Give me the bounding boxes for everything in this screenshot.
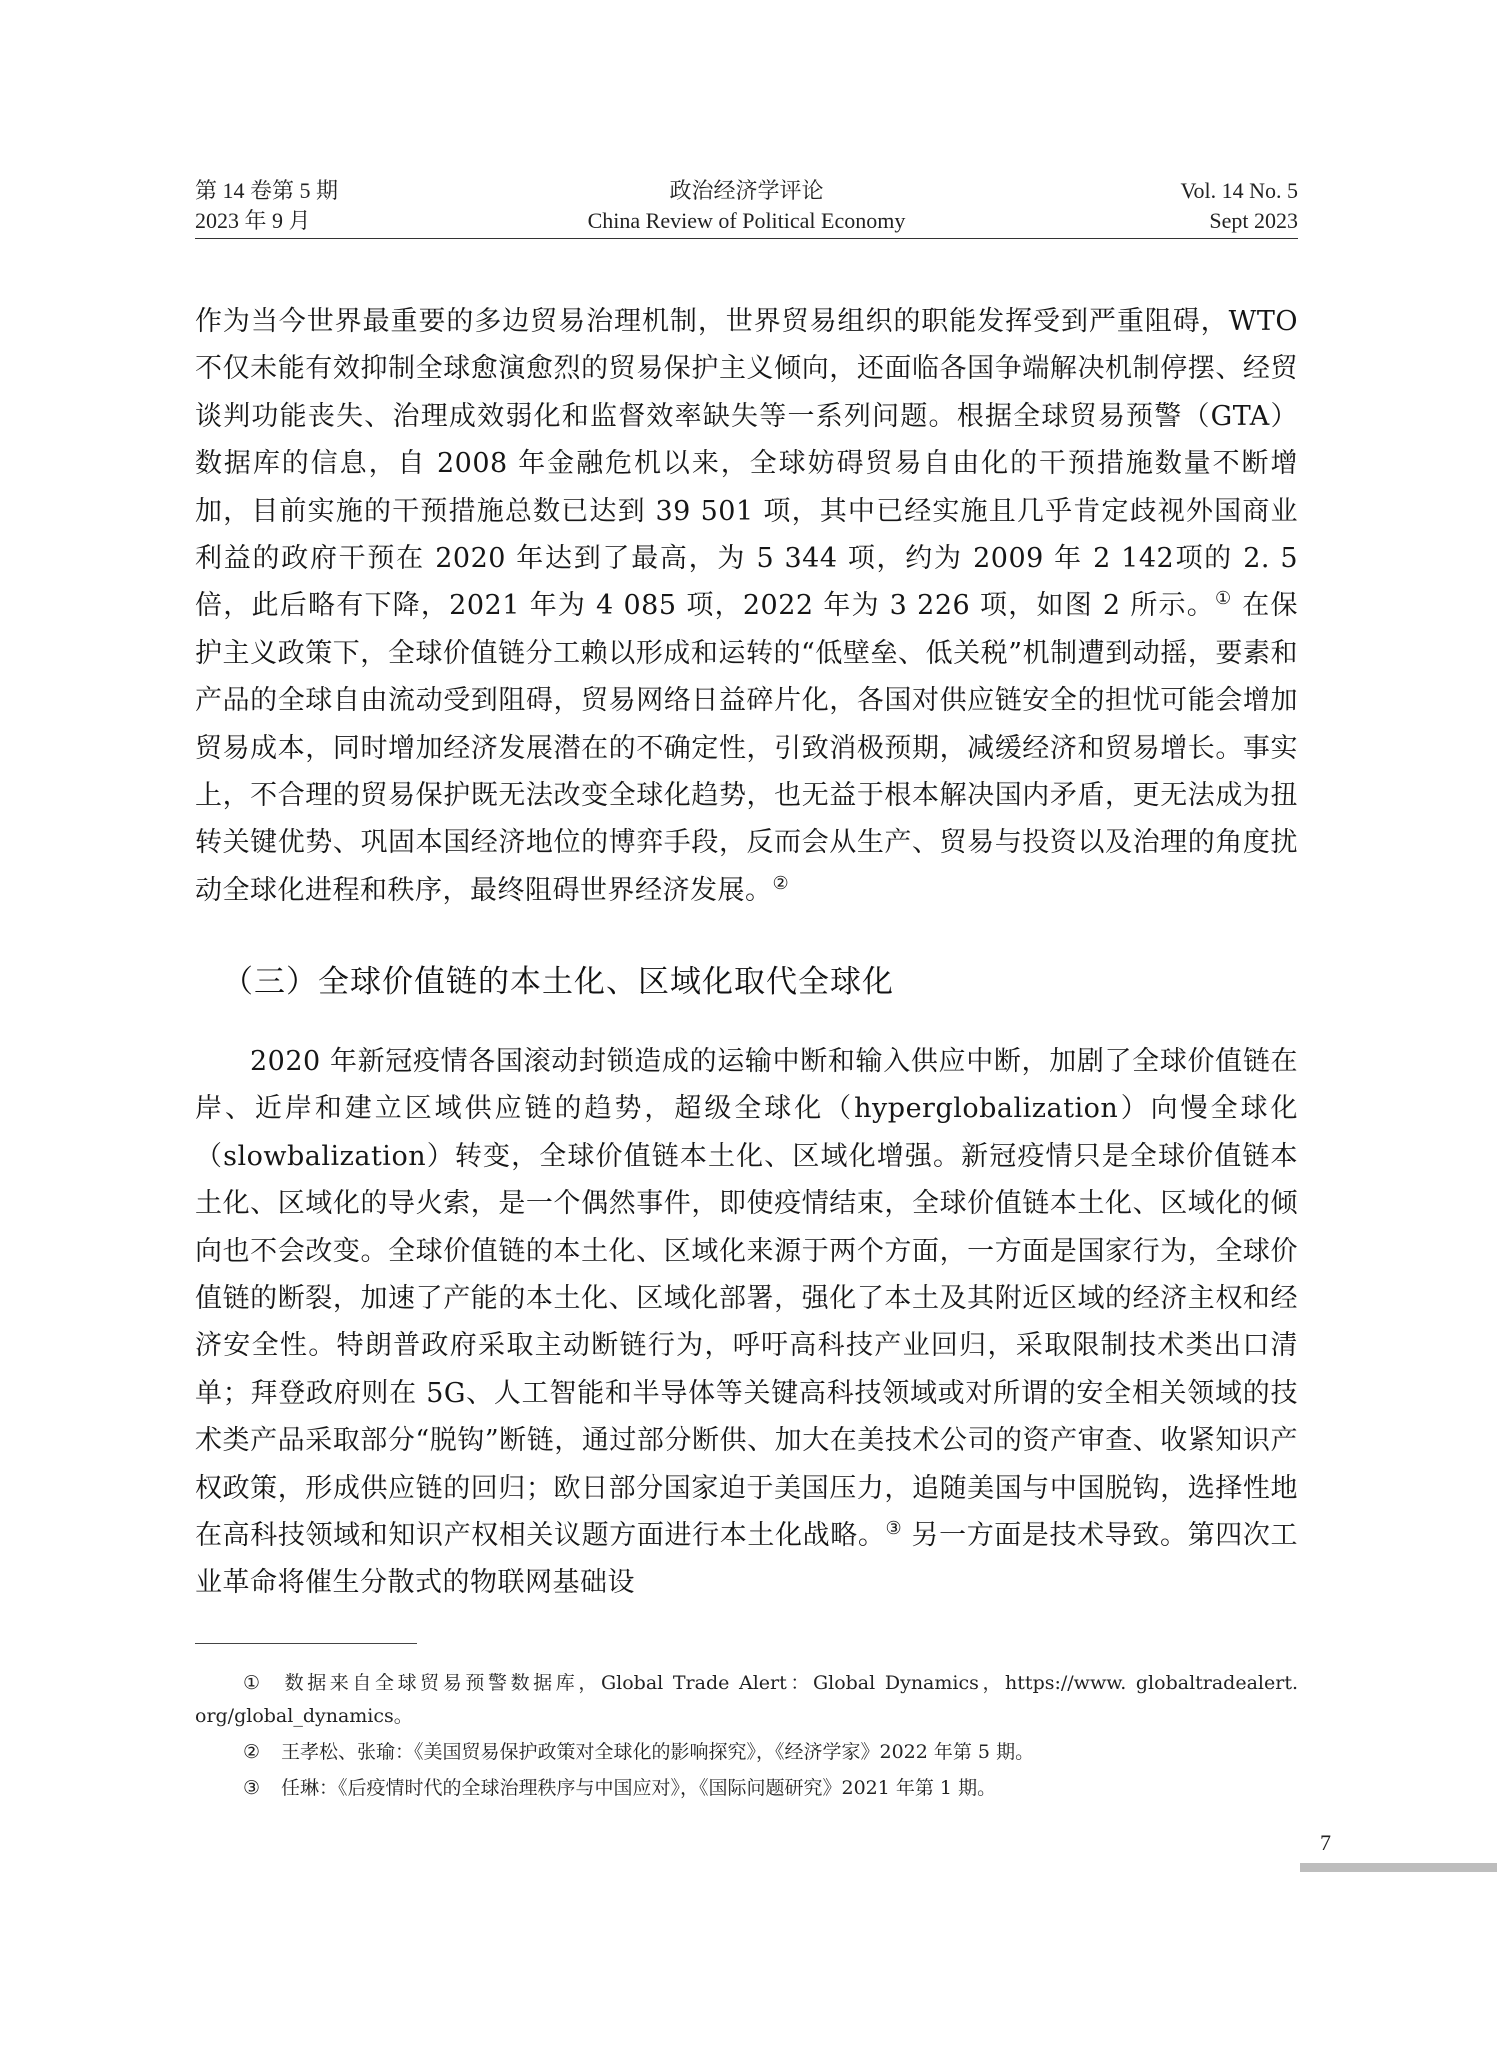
- header-volume-info-en: [1180, 176, 1298, 236]
- paragraph-text: 另一方面是技术导致。第四次工业革命将催生分散式的物联网基础设: [195, 1520, 1298, 1599]
- paragraph-text: 在保护主义政策下，全球价值链分工赖以形成和运转的“低壁垒、低关税”机制遭到动摇，要素和产品的全球自由流动受到阻碍，贸易网络日益碎片化，各国对供应链安全的担忧可能会增加贸易成本，同时增加经济发展潜在的不确定性，引致消极预期，减缓经济和贸易增长。事实上，不合理的贸易保护既无法改变全球化趋势，也无益于根本解决国内矛盾，更无法成为扭转关键优势、巩固本国经济地位的博弈手段，反而会从生产、贸易与投资以及治理的角度扰动全球化进程和秩序，最终阻碍世界经济发展。: [195, 590, 1299, 906]
- header-date-en: Sept 2023: [1209, 208, 1298, 233]
- running-header: [195, 176, 1298, 246]
- paragraph-text: 作为当今世界最重要的多边贸易治理机制，世界贸易组织的职能发挥受到严重阻碍，WTO 不仅未能有效抑制全球愈演愈烈的贸易保护主义倾向，还面临各国争端解决机制停摆、经贸谈判功能丧失、治理成效弱化和监督效率缺失等一系列问题。根据全球贸易预警（GTA）数据库的信息，自 2008 年金融危机以来，全球妨碍贸易自由化的干预措施数量不断增加，目前实施的干预措施总数已达到 39 501 项，其中已经实施且几乎肯定歧视外国商业利益的政府干预在 2020 年达到了最高，为 5 344 项，约为 2009 年 2 142项的 2. 5 倍，此后略有下降，2021 年为 4 085 项，2022 年为 3 226 项，如图 2 所示。: [195, 306, 1298, 622]
- body-paragraph-2: [195, 1038, 1298, 1607]
- footnote-item: [195, 1772, 1298, 1805]
- journal-title-en: China Review of Political Economy: [587, 208, 906, 233]
- footnote-mark: ②: [243, 1741, 261, 1763]
- body-paragraph-1: [195, 298, 1298, 914]
- footnote-rule: [195, 1643, 417, 1644]
- journal-title-cn: 政治经济学评论: [669, 178, 824, 203]
- footnote-ref-2[interactable]: ②: [772, 872, 790, 894]
- footnote-mark: ①: [243, 1672, 261, 1694]
- footnote-ref-3[interactable]: ③: [885, 1518, 903, 1540]
- header-rule: [195, 238, 1298, 239]
- header-vol-no: Vol. 14 No. 5: [1180, 178, 1298, 203]
- page-number-bar: [1300, 1863, 1497, 1872]
- paragraph-text: 2020 年新冠疫情各国滚动封锁造成的运输中断和输入供应中断，加剧了全球价值链在岸、近岸和建立区域供应链的趋势，超级全球化（hyperglobalization）向慢全球化（slowbalization）转变，全球价值链本土化、区域化增强。新冠疫情只是全球价值链本土化、区域化的导火索，是一个偶然事件，即使疫情结束，全球价值链本土化、区域化的倾向也不会改变。全球价值链的本土化、区域化来源于两个方面，一方面是国家行为，全球价值链的断裂，加速了产能的本土化、区域化部署，强化了本土及其附近区域的经济主权和经济安全性。特朗普政府采取主动断链行为，呼吁高科技产业回归，采取限制技术类出口清单；拜登政府则在 5G、人工智能和半导体等关键高科技领域或对所谓的安全相关领域的技术类产品采取部分“脱钩”断链，通过部分断供、加大在美技术公司的资产审查、收紧知识产权政策，形成供应链的回归；欧日部分国家迫于美国压力，追随美国与中国脱钩，选择性地在高科技领域和知识产权相关议题方面进行本土化战略。: [195, 1046, 1298, 1552]
- footnote-item: [195, 1667, 1298, 1733]
- footnote-text: 数据来自全球贸易预警数据库，Global Trade Alert：Global Dynamics，https://www. globaltradealert. org/global_dynamics。: [195, 1672, 1298, 1727]
- footnotes: [195, 1667, 1298, 1808]
- footnote-mark: ③: [243, 1777, 261, 1799]
- header-date-cn: 2023 年 9 月: [195, 208, 311, 233]
- page-number: 7: [1320, 1830, 1331, 1855]
- header-volume-issue: 第 14 卷第 5 期: [195, 178, 339, 203]
- footnote-item: [195, 1736, 1298, 1769]
- footnote-text: 王孝松、张瑜：《美国贸易保护政策对全球化的影响探究》，《经济学家》2022 年第 5 期。: [281, 1741, 1035, 1763]
- section-heading: （三）全球价值链的本土化、区域化取代全球化: [222, 964, 894, 1000]
- footnote-text: 任琳：《后疫情时代的全球治理秩序与中国应对》，《国际问题研究》2021 年第 1 期。: [281, 1777, 997, 1799]
- footnote-ref-1[interactable]: ①: [1215, 588, 1233, 610]
- header-journal-title: [195, 176, 1298, 236]
